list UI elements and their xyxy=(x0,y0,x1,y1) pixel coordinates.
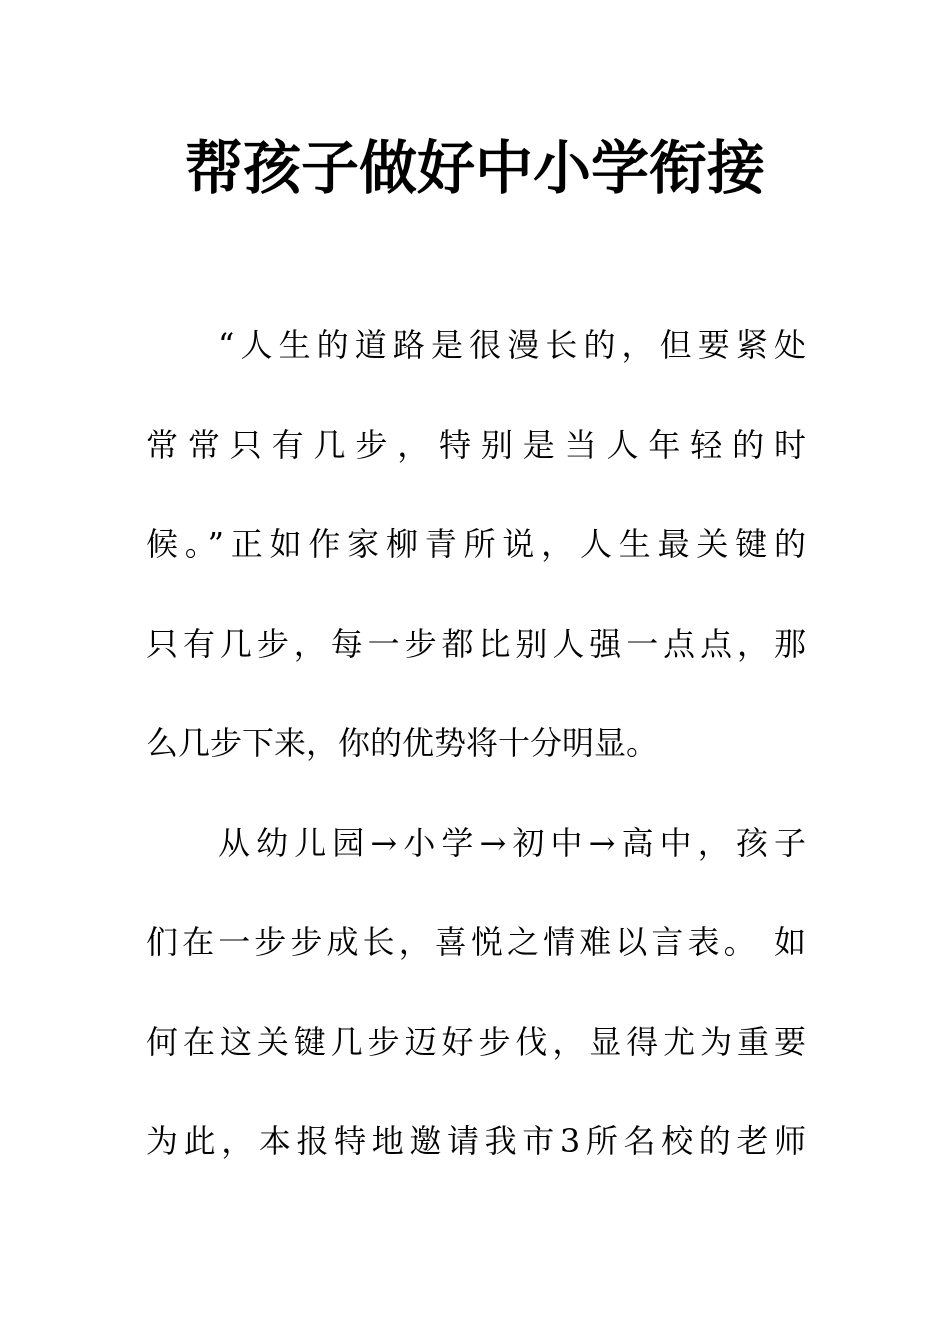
paragraph-2-line-2: 们在一步步成长，喜悦之情难以言表。 如 xyxy=(146,923,806,961)
paragraph-1-line-3: 候。”正如作家柳青所说，人生最关键的 xyxy=(146,525,806,563)
paragraph-1-line-5: 么几步下来，你的优势将十分明显。 xyxy=(146,724,659,762)
paragraph-1-line-1: “人生的道路是很漫长的，但要紧处 xyxy=(218,326,806,364)
paragraph-1-line-4: 只有几步，每一步都比别人强一点点，那 xyxy=(146,624,806,663)
paragraph-2-line-4: 为此，本报特地邀请我市3所名校的老师 xyxy=(146,1122,806,1160)
paragraph-2-line-3: 何在这关键几步迈好步伐，显得尤为重要 xyxy=(146,1022,806,1061)
paragraph-2 xyxy=(146,794,806,1192)
document-title: 帮孩子做好中小学衔接 xyxy=(184,134,765,202)
paragraph-2-line-1: 从幼儿园→小学→初中→高中，孩子 xyxy=(218,823,806,862)
paragraph-1 xyxy=(146,296,806,794)
paragraph-1-line-2: 常常只有几步，特别是当人年轻的时 xyxy=(146,425,806,464)
document-body xyxy=(146,296,806,1192)
